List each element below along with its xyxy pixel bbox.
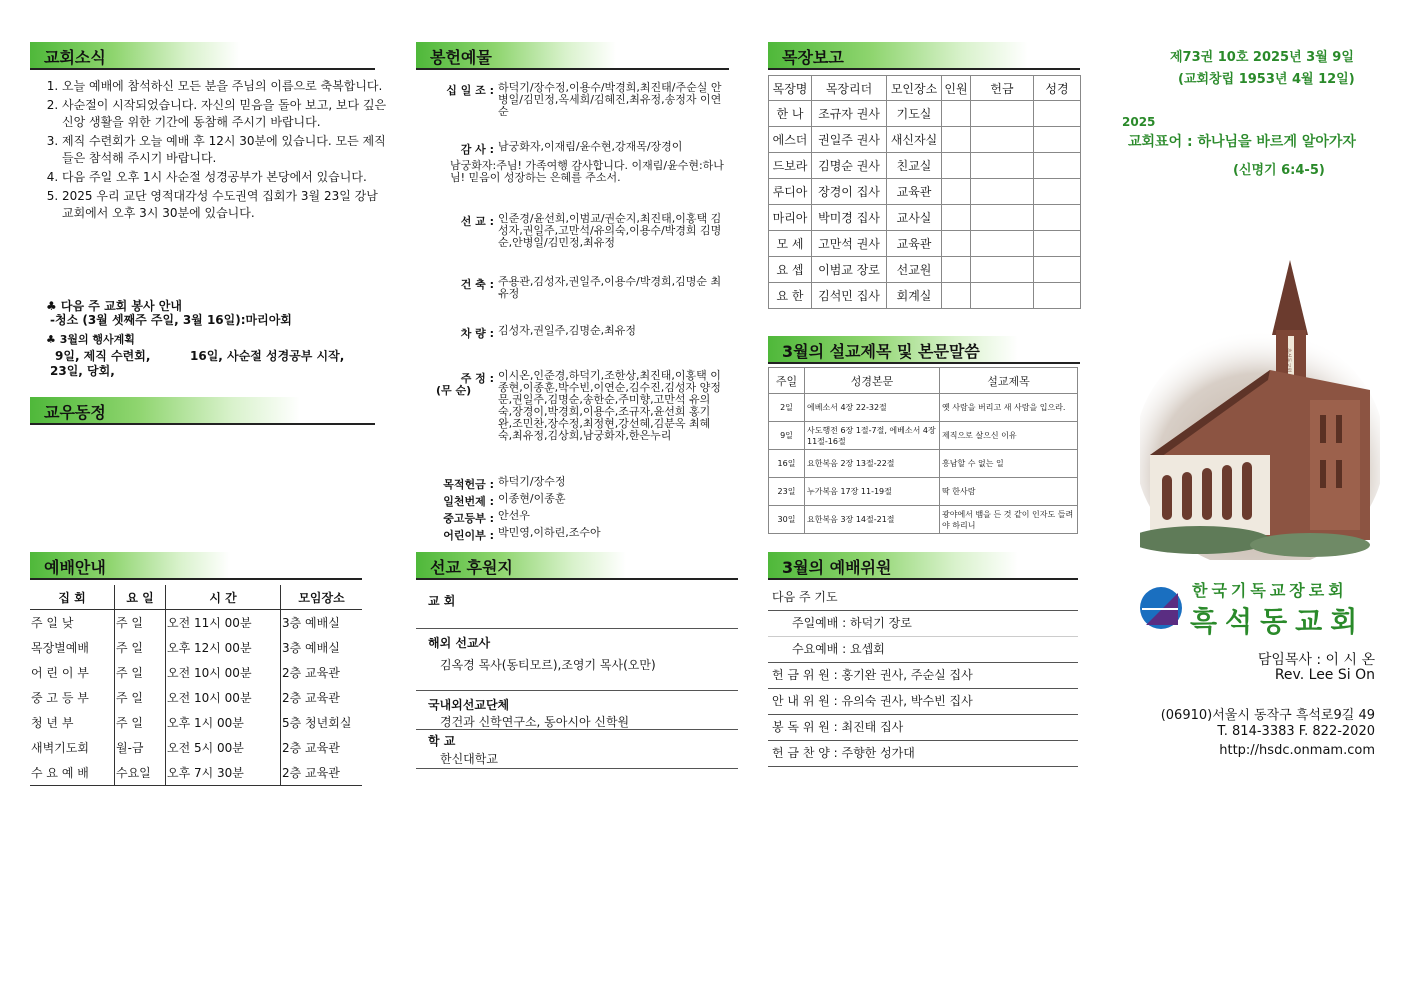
offering-unordered: (무 순) bbox=[436, 384, 472, 397]
usher-header-title: 3월의 예배위원 bbox=[782, 558, 892, 577]
usher-row bbox=[768, 689, 1078, 715]
cell-cell: 요 한 bbox=[769, 283, 812, 309]
worship-cell: 주 일 bbox=[115, 710, 166, 735]
sermon-col: 설교제목 bbox=[940, 368, 1078, 394]
sermon-cell: 제직으로 살으신 이유 bbox=[940, 422, 1078, 450]
worship-row bbox=[30, 735, 362, 760]
sermon-row bbox=[769, 506, 1078, 534]
sermon-cell: 9일 bbox=[769, 422, 805, 450]
cell-col: 모인장소 bbox=[887, 76, 942, 101]
usher-text: 주일예배 : 하덕기 장로 bbox=[792, 616, 912, 630]
worship-header bbox=[30, 552, 362, 580]
sermon-cell: 요한복음 3장 14절-21절 bbox=[805, 506, 940, 534]
denomination-name: 한국기독교장로회 bbox=[1192, 581, 1348, 600]
sermon-cell: 흥남할 수 없는 일 bbox=[940, 450, 1078, 478]
cell-cell[interactable] bbox=[942, 127, 971, 153]
worship-cell: 오전 10시 00분 bbox=[166, 660, 281, 685]
cell-cell: 김명순 권사 bbox=[812, 153, 887, 179]
cell-row bbox=[769, 205, 1081, 231]
worship-cell: 오후 7시 30분 bbox=[166, 760, 281, 786]
sermon-row bbox=[769, 450, 1078, 478]
members-header bbox=[30, 397, 375, 425]
cell-cell[interactable] bbox=[942, 179, 971, 205]
offering-value: 하덕기/장수정,이용수/박경희,최진태/주순실 안병일/김민정,옥세희/김혜진,최유정,송정자 이연순 bbox=[498, 81, 722, 118]
worship-cell: 중 고 등 부 bbox=[30, 685, 115, 710]
cell-row bbox=[769, 127, 1081, 153]
cell-cell[interactable] bbox=[1034, 257, 1081, 283]
news-item: 5. 2025 우리 교단 영적대각성 수도권역 집회가 3월 23일 강남교회에서 오후 3시 30분에 있습니다. bbox=[62, 188, 388, 222]
sermon-cell: 사도행전 6장 1절-7절, 에베소서 4장 11절-16절 bbox=[805, 422, 940, 450]
worship-col: 집 회 bbox=[30, 585, 115, 610]
cell-cell: 드보라 bbox=[769, 153, 812, 179]
worship-cell: 오후 1시 00분 bbox=[166, 710, 281, 735]
service-notice-title: ♣ 다음 주 교회 봉사 안내 bbox=[46, 299, 182, 313]
worship-cell: 주 일 bbox=[115, 660, 166, 685]
worship-cell: 수요일 bbox=[115, 760, 166, 786]
cell-row bbox=[769, 283, 1081, 309]
usher-row bbox=[768, 637, 1078, 663]
worship-cell: 수 요 예 배 bbox=[30, 760, 115, 786]
offering-key: 목적헌금 : bbox=[443, 478, 494, 491]
cell-col: 성경 bbox=[1034, 76, 1081, 101]
usher-list bbox=[768, 585, 1078, 767]
sermon-col: 성경본문 bbox=[805, 368, 940, 394]
sermon-cell: 딱 한사람 bbox=[940, 478, 1078, 506]
cell-cell: 이범교 장로 bbox=[812, 257, 887, 283]
worship-cell: 월-금 bbox=[115, 735, 166, 760]
cell-row bbox=[769, 257, 1081, 283]
mission-domestic: 경건과 신학연구소, 동아시아 신학원 bbox=[440, 715, 630, 729]
sermon-header-row bbox=[769, 368, 1078, 394]
worship-header-row bbox=[30, 585, 362, 610]
sermon-body bbox=[769, 394, 1078, 534]
sermon-col: 주일 bbox=[769, 368, 805, 394]
homepage-link[interactable]: http://hsdc.onmam.com bbox=[1219, 743, 1375, 758]
phone-fax: T. 814-3383 F. 822-2020 bbox=[1217, 724, 1375, 739]
cell-cell: 새신자실 bbox=[887, 127, 942, 153]
mission-domestic-title: 국내외선교단체 bbox=[428, 698, 510, 712]
offering-value: 안선우 bbox=[498, 509, 530, 522]
usher-text: 다음 주 기도 bbox=[772, 590, 838, 604]
worship-col: 시 간 bbox=[166, 585, 281, 610]
cell-row bbox=[769, 153, 1081, 179]
cell-cell[interactable] bbox=[971, 101, 1034, 127]
cell-cell[interactable] bbox=[1034, 127, 1081, 153]
worship-row bbox=[30, 635, 362, 660]
events-line1-a: 9일, 제직 수련회, bbox=[55, 349, 151, 363]
usher-text: 헌 금 위 원 : 홍기완 권사, 주순실 집사 bbox=[772, 668, 973, 682]
news-item: 4. 다음 주일 오후 1시 사순절 성경공부가 본당에서 있습니다. bbox=[62, 169, 388, 186]
worship-header-title: 예배안내 bbox=[44, 558, 106, 577]
cell-cell: 박미경 집사 bbox=[812, 205, 887, 231]
church-logo-icon bbox=[1138, 585, 1184, 631]
cell-cell: 요 셉 bbox=[769, 257, 812, 283]
cell-cell: 선교원 bbox=[887, 257, 942, 283]
events-line1-b: 16일, 사순절 성경공부 시작, bbox=[190, 349, 345, 363]
mission-divider bbox=[416, 690, 738, 691]
news-header bbox=[30, 42, 375, 70]
offering-value: 이시온,인준경,하덕기,조한상,최진태,이홍택 이종현,이종훈,박수빈,이연순,김수진,김성자 양정문,권일주,김명순,송한순,주미향,고만석 유의숙,장경이,박경희,이용수,조규자,윤선희 홍기완,조민찬,장수정,최정현,강선혜,김분옥 최혜숙,최유정,김상희,남궁화자,한은누리 bbox=[498, 369, 721, 442]
sermon-cell: 에베소서 4장 22-32절 bbox=[805, 394, 940, 422]
worship-cell: 2층 교육관 bbox=[282, 666, 340, 680]
sermon-row bbox=[769, 478, 1078, 506]
offering-value: 남궁화자,이재림/윤수현,강재목/장경이 bbox=[498, 140, 683, 153]
cell-cell: 한 나 bbox=[769, 101, 812, 127]
cell-cell[interactable] bbox=[942, 257, 971, 283]
usher-row bbox=[768, 715, 1078, 741]
worship-cell: 주 일 bbox=[115, 685, 166, 710]
worship-cell: 주 일 bbox=[115, 635, 166, 660]
usher-text: 봉 독 위 원 : 최진태 집사 bbox=[772, 720, 904, 734]
offering-row bbox=[430, 213, 723, 249]
offering-value: 하덕기/장수정 bbox=[498, 475, 566, 488]
cell-header bbox=[768, 42, 1080, 70]
offering-key: 선 교 : bbox=[460, 215, 494, 228]
worship-cell: 오전 5시 00분 bbox=[166, 735, 281, 760]
news-item: 2. 사순절이 시작되었습니다. 자신의 믿음을 돌아 보고, 보다 깊은 신앙 생활을 위한 기간에 동참해 주시기 바랍니다. bbox=[62, 97, 388, 131]
offering-key: 감 사 : bbox=[460, 143, 494, 156]
sermon-cell: 옛 사람을 버리고 새 사람을 입으라. bbox=[940, 394, 1078, 422]
worship-body bbox=[30, 610, 362, 786]
cell-cell: 교육관 bbox=[887, 231, 942, 257]
sermon-row bbox=[769, 394, 1078, 422]
worship-row bbox=[30, 660, 362, 685]
mission-header-title: 선교 후원지 bbox=[430, 558, 513, 577]
cell-cell: 교사실 bbox=[887, 205, 942, 231]
cell-cell[interactable] bbox=[1034, 205, 1081, 231]
offering-key: 차 량 : bbox=[460, 327, 494, 340]
sermon-table bbox=[768, 367, 1078, 534]
cell-cell[interactable] bbox=[1034, 101, 1081, 127]
cell-cell: 교육관 bbox=[887, 179, 942, 205]
address: (06910)서울시 동작구 흑석로9길 49 bbox=[1160, 708, 1375, 723]
usher-header bbox=[768, 552, 1078, 580]
worship-cell: 오전 10시 00분 bbox=[166, 685, 281, 710]
cell-cell: 조규자 권사 bbox=[812, 101, 887, 127]
worship-row bbox=[30, 685, 362, 710]
worship-cell: 새벽기도회 bbox=[30, 735, 115, 760]
mission-school: 한신대학교 bbox=[440, 752, 498, 766]
cell-cell[interactable] bbox=[942, 205, 971, 231]
pastor-kr: 담임목사 : 이 시 온 bbox=[1257, 652, 1375, 668]
sermon-row bbox=[769, 422, 1078, 450]
pastor-en: Rev. Lee Si On bbox=[1274, 667, 1375, 683]
offering-value: 인준경/윤선희,이범교/권순지,최진태,이홍택 김성자,권일주,고만석/유의숙,이용수/박경희 김명순,안병일/김민정,최유정 bbox=[498, 212, 722, 249]
offering-row bbox=[430, 476, 723, 492]
cell-header-title: 목장보고 bbox=[782, 48, 844, 67]
usher-row bbox=[768, 611, 1078, 637]
service-notice-body: -청소 (3월 셋째주 주일, 3월 16일):마리아회 bbox=[50, 313, 292, 327]
cell-row bbox=[769, 101, 1081, 127]
mission-divider bbox=[416, 628, 738, 629]
mission-divider bbox=[416, 729, 738, 730]
news-list bbox=[44, 78, 388, 224]
offering-row bbox=[430, 370, 723, 442]
mission-overseas: 김옥경 목사(동티모르),조영기 목사(오만) bbox=[440, 658, 656, 672]
cell-cell: 친교실 bbox=[887, 153, 942, 179]
cell-cell[interactable] bbox=[971, 231, 1034, 257]
news-item: 1. 오늘 예배에 참석하신 모든 분을 주님의 이름으로 축복합니다. bbox=[62, 78, 388, 95]
usher-text: 헌 금 찬 양 : 주향한 성가대 bbox=[772, 746, 915, 760]
cell-cell[interactable] bbox=[971, 205, 1034, 231]
cell-col: 헌금 bbox=[971, 76, 1034, 101]
cell-row bbox=[769, 231, 1081, 257]
cell-col: 인원 bbox=[942, 76, 971, 101]
cell-cell: 마리아 bbox=[769, 205, 812, 231]
worship-cell: 2층 교육관 bbox=[282, 766, 340, 780]
worship-cell: 목장별예배 bbox=[30, 635, 115, 660]
worship-cell: 주 일 bbox=[115, 610, 166, 636]
worship-col: 모임장소 bbox=[281, 585, 363, 610]
cell-col: 목장명 bbox=[769, 76, 812, 101]
worship-cell: 오전 11시 00분 bbox=[166, 610, 281, 636]
news-item: 3. 제직 수련회가 오늘 예배 후 12시 30분에 있습니다. 모든 제직들은 참석해 주시기 바랍니다. bbox=[62, 133, 388, 167]
sermon-cell: 23일 bbox=[769, 478, 805, 506]
cell-cell[interactable] bbox=[1034, 231, 1081, 257]
worship-cell: 2층 교육관 bbox=[282, 741, 340, 755]
motto-year: 2025 bbox=[1122, 115, 1156, 129]
cell-cell[interactable] bbox=[1034, 283, 1081, 309]
cell-cell[interactable] bbox=[942, 101, 971, 127]
offering-row bbox=[430, 325, 723, 341]
mission-overseas-title: 해외 선교사 bbox=[428, 636, 491, 650]
sermon-cell: 누가복음 17장 11-19절 bbox=[805, 478, 940, 506]
cell-cell[interactable] bbox=[971, 283, 1034, 309]
mission-school-title: 학 교 bbox=[428, 734, 456, 748]
cell-cell: 모 세 bbox=[769, 231, 812, 257]
motto-verse: (신명기 6:4-5) bbox=[1233, 163, 1325, 178]
worship-cell: 5층 청년회실 bbox=[282, 716, 352, 730]
mission-header bbox=[416, 552, 738, 580]
sermon-header bbox=[768, 336, 1080, 364]
cell-cell: 에스더 bbox=[769, 127, 812, 153]
church-name: 흑석동교회 bbox=[1190, 605, 1366, 638]
cell-cell[interactable] bbox=[1034, 179, 1081, 205]
worship-cell: 주 일 낮 bbox=[30, 610, 115, 636]
cell-cell: 김석민 집사 bbox=[812, 283, 887, 309]
offering-row bbox=[430, 82, 723, 118]
sermon-header-title: 3월의 설교제목 및 본문말씀 bbox=[782, 342, 980, 361]
cell-cell: 권일주 권사 bbox=[812, 127, 887, 153]
usher-text: 수요예배 : 요셉회 bbox=[792, 642, 885, 656]
offering-key: 어린이부 : bbox=[443, 529, 494, 542]
worship-col: 요 일 bbox=[115, 585, 166, 610]
usher-row bbox=[768, 741, 1078, 767]
offering-row bbox=[430, 527, 723, 543]
offering-value: 박민영,이하린,조수아 bbox=[498, 526, 601, 539]
steeple-text: 흑석동교회 bbox=[1285, 348, 1291, 373]
issue-line: 제73권 10호 2025년 3월 9일 bbox=[1170, 50, 1354, 65]
worship-cell: 오후 12시 00분 bbox=[166, 635, 281, 660]
news-header-title: 교회소식 bbox=[44, 48, 106, 67]
sermon-cell: 2일 bbox=[769, 394, 805, 422]
sermon-cell: 16일 bbox=[769, 450, 805, 478]
offering-thanks-note: 남궁화자:주님! 가족여행 감사합니다. 이재림/윤수현:하나님! 믿음이 성장하는 은혜를 주소서. bbox=[450, 159, 724, 184]
worship-row bbox=[30, 610, 362, 636]
offering-row bbox=[430, 510, 723, 526]
cell-cell: 루디아 bbox=[769, 179, 812, 205]
cell-cell[interactable] bbox=[1034, 153, 1081, 179]
church-building-image bbox=[1140, 240, 1380, 560]
cell-cell[interactable] bbox=[942, 153, 971, 179]
cell-cell[interactable] bbox=[971, 179, 1034, 205]
offering-value: 김성자,권일주,김명순,최유정 bbox=[498, 324, 637, 337]
cell-cell[interactable] bbox=[971, 127, 1034, 153]
worship-table bbox=[30, 585, 362, 786]
cell-cell: 기도실 bbox=[887, 101, 942, 127]
cell-cell[interactable] bbox=[942, 231, 971, 257]
sermon-cell: 30일 bbox=[769, 506, 805, 534]
worship-row bbox=[30, 710, 362, 735]
offering-header-title: 봉헌예물 bbox=[430, 48, 492, 67]
cell-cell: 회계실 bbox=[887, 283, 942, 309]
worship-cell: 어 린 이 부 bbox=[30, 660, 115, 685]
motto: 교회표어 : 하나님을 바르게 알아가자 bbox=[1128, 134, 1356, 150]
cell-col: 목장리더 bbox=[812, 76, 887, 101]
cell-cell[interactable] bbox=[971, 153, 1034, 179]
offering-key: 건 축 : bbox=[460, 278, 494, 291]
cell-cell[interactable] bbox=[942, 283, 971, 309]
events-title: ♣ 3월의 행사계획 bbox=[46, 333, 135, 346]
usher-row bbox=[768, 663, 1078, 689]
offering-row bbox=[430, 493, 723, 509]
worship-cell: 청 년 부 bbox=[30, 710, 115, 735]
cell-row bbox=[769, 179, 1081, 205]
cell-report-table bbox=[768, 75, 1081, 309]
cell-cell: 장경이 집사 bbox=[812, 179, 887, 205]
mission-church: 교 회 bbox=[428, 594, 456, 608]
offering-key: 일천번제 : bbox=[443, 495, 494, 508]
offering-key: 십 일 조 : bbox=[446, 84, 494, 97]
offering-header bbox=[416, 42, 729, 70]
worship-cell: 3층 예배실 bbox=[282, 616, 340, 630]
offering-row bbox=[430, 276, 723, 300]
sermon-cell: 요한복음 2장 13절-22절 bbox=[805, 450, 940, 478]
cell-header-row bbox=[769, 76, 1081, 101]
cell-cell[interactable] bbox=[971, 257, 1034, 283]
offering-row bbox=[430, 141, 723, 157]
usher-text: 안 내 위 원 : 유의숙 권사, 박수빈 집사 bbox=[772, 694, 973, 708]
cell-cell: 고만석 권사 bbox=[812, 231, 887, 257]
worship-row bbox=[30, 760, 362, 786]
founded-line: (교회창립 1953년 4월 12일) bbox=[1178, 72, 1355, 87]
worship-cell: 3층 예배실 bbox=[282, 641, 340, 655]
mission-divider bbox=[416, 768, 738, 769]
offering-key: 주 정 : bbox=[460, 372, 494, 385]
sermon-cell: 광야에서 뱀을 든 것 같이 인자도 들려야 하리니 bbox=[940, 506, 1078, 534]
usher-row bbox=[768, 585, 1078, 611]
offering-key: 중고등부 : bbox=[443, 512, 494, 525]
cell-body bbox=[769, 101, 1081, 309]
events-line2: 23일, 당회, bbox=[50, 364, 115, 378]
members-header-title: 교우동정 bbox=[44, 403, 106, 422]
offering-value: 이종현/이종훈 bbox=[498, 492, 566, 505]
offering-value: 주용관,김성자,권일주,이용수/박경희,김명순 최유정 bbox=[498, 275, 722, 300]
worship-cell: 2층 교육관 bbox=[282, 691, 340, 705]
